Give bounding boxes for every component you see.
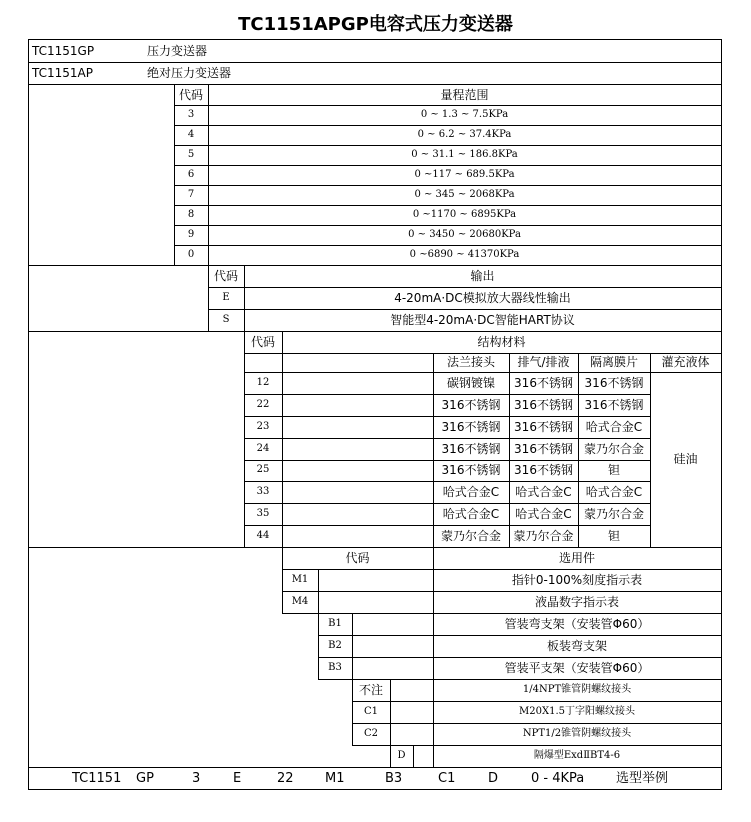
- grid-line: [244, 416, 651, 417]
- vent-material: 316不锈钢: [514, 397, 573, 412]
- range-code: 5: [187, 149, 195, 160]
- vent-material: 316不锈钢: [514, 419, 573, 434]
- material-code: 22: [256, 398, 270, 410]
- model-code: TC1151AP: [32, 66, 93, 80]
- code-header: 代码: [178, 88, 203, 102]
- ex-type: GP: [136, 771, 154, 786]
- diaphragm-material: 哈式合金C: [585, 419, 643, 434]
- option-code: M1: [291, 574, 309, 585]
- grid-line: [174, 165, 722, 166]
- output-code: S: [222, 314, 230, 325]
- ex-label: 选型举例: [616, 771, 669, 786]
- output-code: E: [222, 292, 230, 303]
- option-code: C2: [363, 728, 378, 739]
- grid-line: [174, 185, 722, 186]
- ex-explosion: D: [488, 771, 499, 786]
- option-value: 板装弯支架: [546, 639, 607, 653]
- grid-line: [282, 331, 283, 548]
- grid-line: [318, 635, 722, 636]
- range-code: 3: [187, 109, 195, 120]
- flange-material: 316不锈钢: [441, 441, 501, 456]
- flange-material: 316不锈钢: [441, 463, 501, 478]
- diaphragm-material: 316不锈钢: [584, 397, 644, 412]
- material-code: 25: [256, 464, 270, 476]
- option-value: 管装平支架（安装管Φ60）: [504, 661, 650, 675]
- grid-line: [28, 39, 722, 40]
- grid-line: [28, 331, 722, 332]
- ex-output: E: [233, 771, 242, 786]
- grid-line: [352, 745, 722, 746]
- section-title: 量程范围: [440, 88, 489, 102]
- code-header: 代码: [345, 551, 370, 565]
- option-code: C1: [363, 706, 378, 717]
- output-value: 4-20mA·DC模拟放大器线性输出: [394, 291, 571, 305]
- output-value: 智能型4-20mA·DC智能HART协议: [390, 313, 575, 327]
- flange-material: 蒙乃尔合金: [440, 529, 501, 544]
- range-value: 0 ~ 31.1 ~ 186.8KPa: [411, 149, 518, 160]
- ex-bracket: B3: [385, 771, 403, 786]
- diaphragm-material: 蒙乃尔合金: [583, 507, 644, 522]
- option-code: B3: [328, 662, 342, 673]
- vent-material: 316不锈钢: [514, 463, 573, 478]
- range-value: 0 ~ 3450 ~ 20680KPa: [408, 229, 521, 240]
- grid-line: [282, 569, 722, 570]
- code-header: 代码: [250, 335, 275, 349]
- section-title: 输出: [470, 269, 495, 283]
- material-code: 44: [256, 530, 270, 542]
- grid-line: [282, 591, 722, 592]
- option-value: 1/4NPT锥管阴螺纹接头: [522, 684, 632, 695]
- option-value: NPT1/2锥管阴螺纹接头: [522, 728, 632, 739]
- grid-line: [174, 205, 722, 206]
- range-code: 8: [187, 209, 195, 220]
- grid-line: [244, 438, 651, 439]
- range-value: 0 ~117 ~ 689.5KPa: [414, 169, 515, 180]
- option-code: M4: [291, 596, 309, 607]
- material-code: 24: [256, 442, 270, 454]
- grid-line: [174, 245, 722, 246]
- grid-line: [318, 657, 722, 658]
- flange-material: 316不锈钢: [441, 419, 501, 434]
- option-value: M20X1.5丁字阳螺纹接头: [519, 706, 635, 717]
- material-code: 33: [256, 486, 270, 498]
- range-value: 0 ~ 345 ~ 2068KPa: [414, 189, 515, 200]
- grid-line: [174, 125, 722, 126]
- model-name: 压力变送器: [147, 44, 208, 58]
- column-header: 法兰接头: [446, 355, 495, 369]
- option-value: 液晶数字指示表: [534, 595, 619, 609]
- code-header: 代码: [213, 269, 238, 283]
- grid-line: [244, 481, 651, 482]
- option-value: 指针0-100%刻度指示表: [511, 573, 643, 587]
- material-code: 23: [256, 420, 270, 432]
- grid-line: [208, 309, 722, 310]
- grid-line: [390, 679, 391, 746]
- range-code: 6: [187, 169, 195, 180]
- range-code: 9: [187, 229, 195, 240]
- grid-line: [650, 353, 651, 548]
- grid-line: [244, 525, 651, 526]
- diaphragm-material: 316不锈钢: [584, 375, 644, 390]
- option-value: 隔爆型ExdⅡBT4-6: [533, 750, 621, 761]
- grid-line: [244, 372, 434, 373]
- section-title: 结构材料: [477, 335, 526, 349]
- model-name: 绝对压力变送器: [147, 66, 232, 80]
- material-code: 12: [256, 376, 270, 388]
- ex-model: TC1151: [72, 771, 122, 786]
- range-value: 0 ~1170 ~ 6895KPa: [412, 209, 517, 220]
- ex-connector: C1: [438, 771, 456, 786]
- page-title: TC1151APGP电容式压力变送器: [238, 14, 513, 35]
- grid-line: [721, 39, 722, 790]
- option-code: B1: [328, 618, 342, 629]
- grid-line: [174, 225, 722, 226]
- ex-range-value: 0 - 4KPa: [531, 771, 585, 786]
- option-code: D: [397, 750, 406, 761]
- vent-material: 哈式合金C: [515, 485, 572, 500]
- grid-line: [208, 287, 722, 288]
- section-title: 选用件: [558, 551, 595, 565]
- grid-line: [244, 460, 651, 461]
- flange-material: 316不锈钢: [441, 397, 501, 412]
- flange-material: 哈式合金C: [442, 507, 500, 522]
- range-value: 0 ~ 6.2 ~ 37.4KPa: [417, 129, 512, 140]
- grid-line: [28, 265, 722, 266]
- material-code: 35: [256, 508, 270, 520]
- option-value: 管装弯支架（安装管Φ60）: [504, 617, 650, 631]
- column-header: 排气/排液: [517, 355, 570, 369]
- grid-line: [433, 372, 722, 373]
- grid-line: [28, 39, 29, 790]
- vent-material: 哈式合金C: [515, 507, 572, 522]
- grid-line: [413, 745, 414, 768]
- ex-range: 3: [192, 771, 201, 786]
- grid-line: [244, 394, 651, 395]
- diaphragm-material: 钽: [607, 463, 620, 478]
- range-code: 0: [187, 249, 195, 260]
- grid-line: [28, 789, 722, 790]
- column-header: 隔离膜片: [589, 355, 638, 369]
- grid-line: [318, 679, 722, 680]
- option-code: 不注: [358, 683, 383, 697]
- grid-line: [28, 767, 722, 768]
- grid-line: [28, 84, 722, 85]
- range-value: 0 ~ 1.3 ~ 7.5KPa: [420, 109, 509, 120]
- grid-line: [28, 62, 722, 63]
- column-header: 灌充液体: [661, 355, 710, 369]
- flange-material: 碳钢镀镍: [446, 375, 495, 390]
- vent-material: 316不锈钢: [514, 441, 573, 456]
- range-code: 7: [187, 189, 195, 200]
- grid-line: [352, 723, 722, 724]
- model-code: TC1151GP: [32, 44, 95, 58]
- fill-fluid: 硅油: [673, 452, 698, 466]
- vent-material: 316不锈钢: [514, 375, 573, 390]
- diaphragm-material: 哈式合金C: [585, 485, 643, 500]
- ex-meter: M1: [325, 771, 345, 786]
- vent-material: 蒙乃尔合金: [513, 529, 574, 544]
- grid-line: [352, 613, 353, 680]
- diaphragm-material: 蒙乃尔合金: [583, 441, 644, 456]
- range-value: 0 ~6890 ~ 41370KPa: [409, 249, 520, 260]
- grid-line: [244, 503, 651, 504]
- range-code: 4: [187, 129, 195, 140]
- ex-material: 22: [277, 771, 294, 786]
- grid-line: [174, 105, 722, 106]
- grid-line: [28, 547, 722, 548]
- flange-material: 哈式合金C: [442, 485, 500, 500]
- diaphragm-material: 钽: [607, 529, 620, 544]
- grid-line: [352, 701, 722, 702]
- grid-line: [174, 145, 722, 146]
- option-code: B2: [328, 640, 342, 651]
- grid-line: [282, 613, 722, 614]
